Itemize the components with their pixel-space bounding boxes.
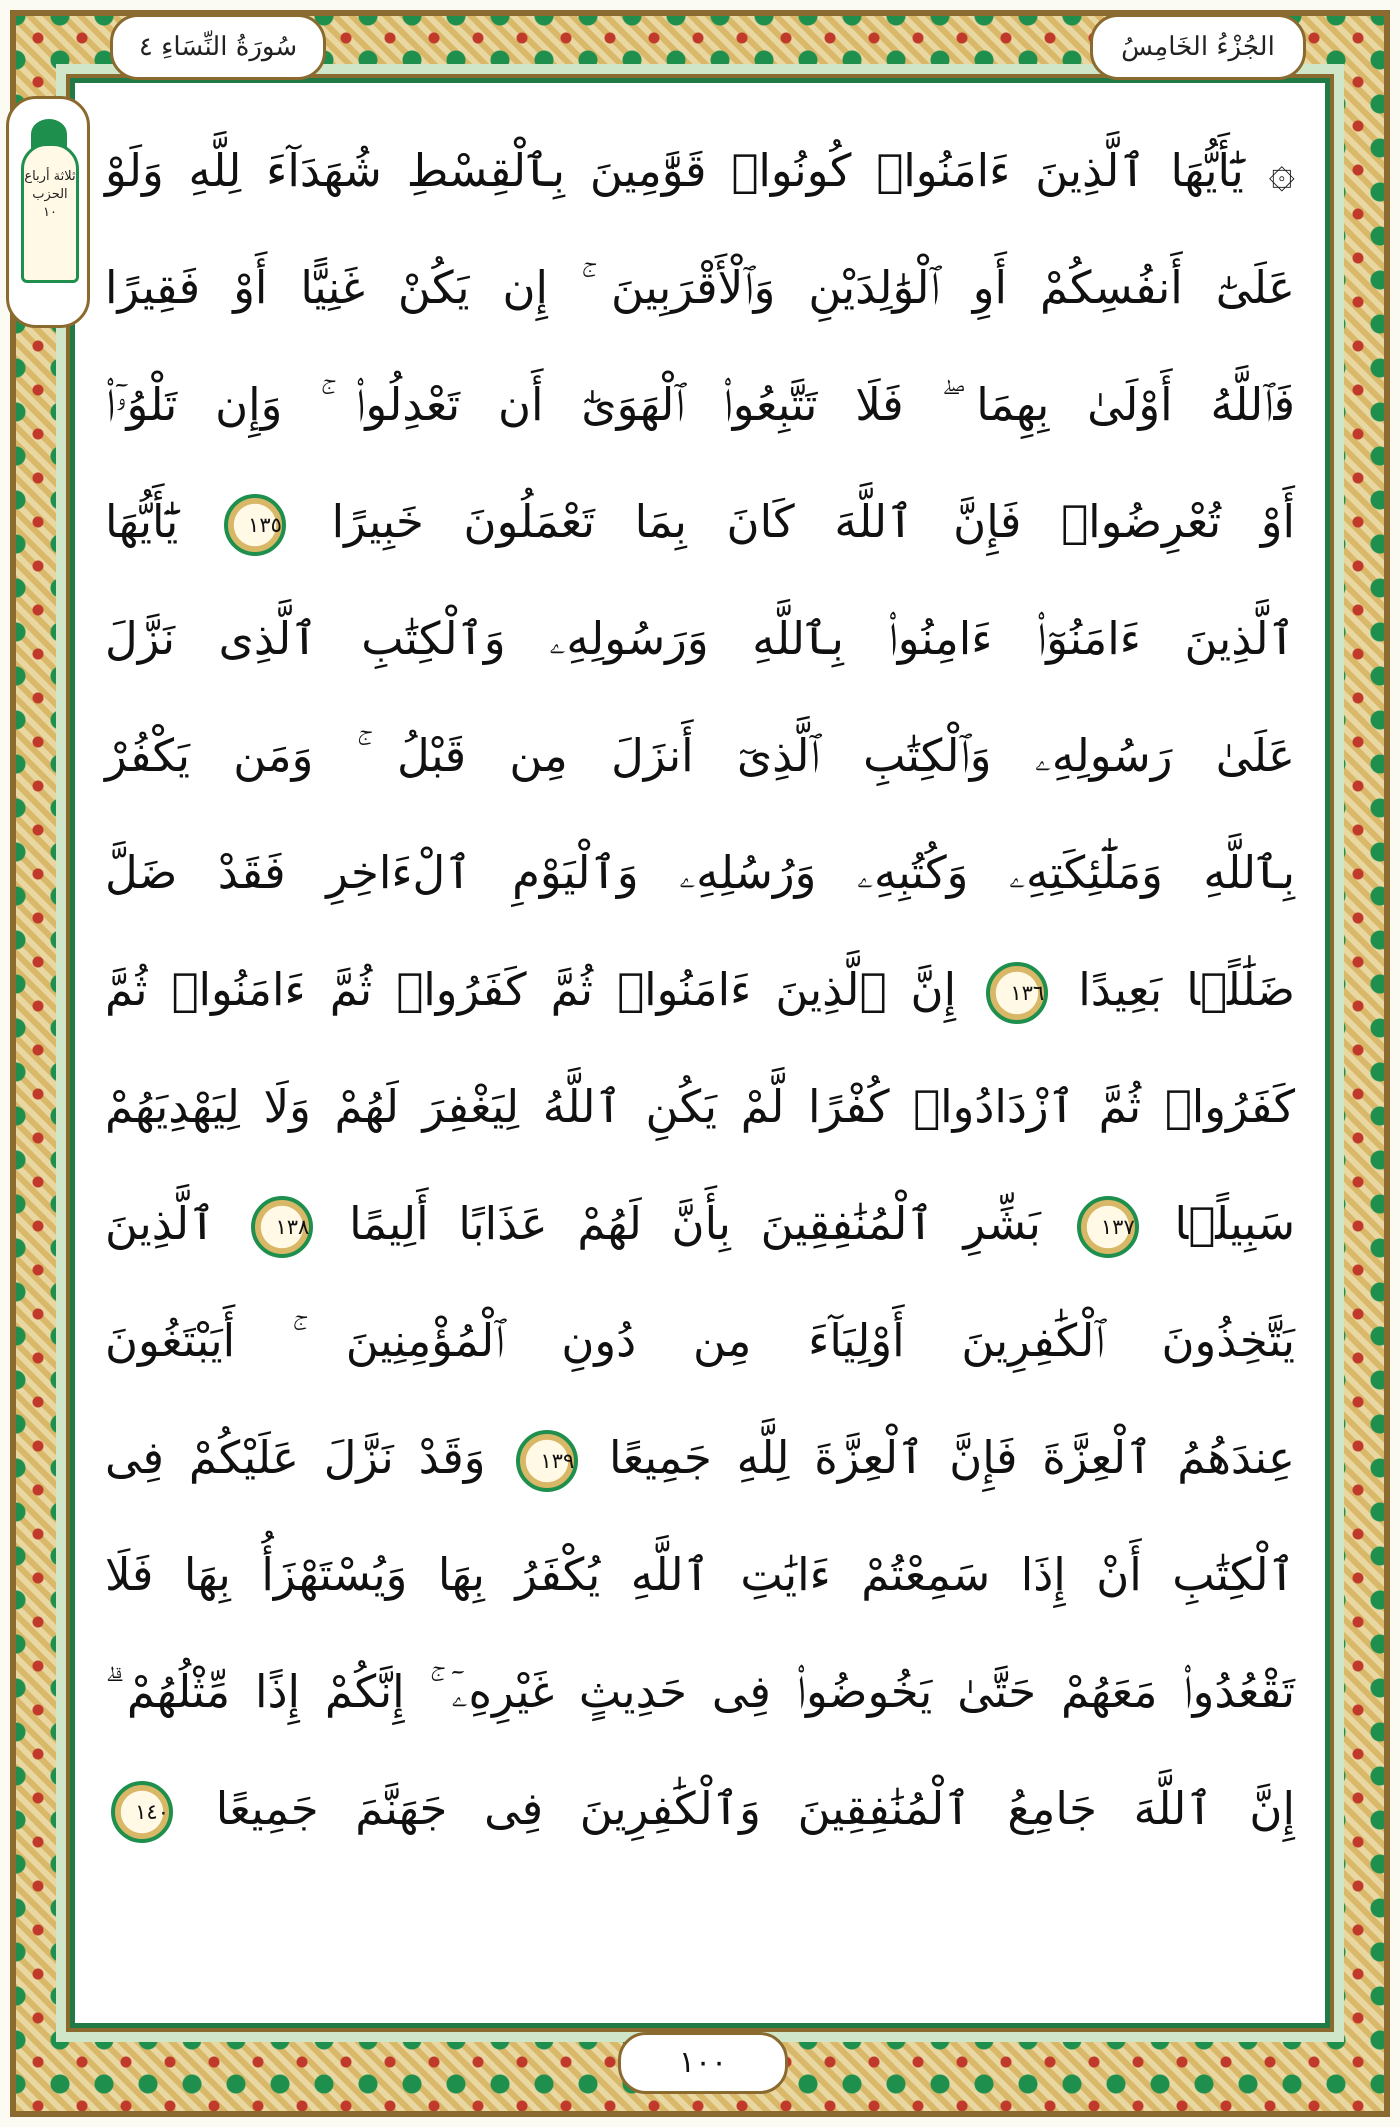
ayah-marker-137: ١٣٧ bbox=[1077, 1196, 1139, 1258]
ayah-marker-135: ١٣٥ bbox=[224, 494, 286, 556]
ayah-marker-138: ١٣٨ bbox=[251, 1196, 313, 1258]
text-line-6: عَلَىٰ رَسُولِهِۦ وَٱلْكِتَٰبِ ٱلَّذِىٓ أَنزَلَ مِن قَبْلُ ۚ وَمَن يَكْفُرْ bbox=[105, 729, 1295, 782]
text-line-12: عِندَهُمُ ٱلْعِزَّةَ فَإِنَّ ٱلْعِزَّةَ لِلَّهِ جَمِيعًا ١٣٩ وَقَدْ نَزَّلَ عَلَيْكُمْ فِى bbox=[95, 1399, 1305, 1516]
text-line-5: ٱلَّذِينَ ءَامَنُوٓا۟ ءَامِنُوا۟ بِٱللَّهِ وَرَسُولِهِۦ وَٱلْكِتَٰبِ ٱلَّذِى نَزَّلَ bbox=[105, 612, 1295, 665]
text-line-8: ضَلَٰلًۢا بَعِيدًا ١٣٦ إِنَّ ٱلَّذِينَ ءَامَنُوا۟ ثُمَّ كَفَرُوا۟ ثُمَّ ءَامَنُوا۟ ثُمَّ bbox=[95, 931, 1305, 1048]
text-line-10: سَبِيلًۢا ١٣٧ بَشِّرِ ٱلْمُنَٰفِقِينَ بِأَنَّ لَهُمْ عَذَابًا أَلِيمًا ١٣٨ ٱلَّذِينَ bbox=[95, 1165, 1305, 1282]
text-line-9: كَفَرُوا۟ ثُمَّ ٱزْدَادُوا۟ كُفْرًا لَّمْ يَكُنِ ٱللَّهُ لِيَغْفِرَ لَهُمْ وَلَا لِيَهْدِيَهُمْ bbox=[105, 1080, 1295, 1133]
text-line-11: يَتَّخِذُونَ ٱلْكَٰفِرِينَ أَوْلِيَآءَ مِن دُونِ ٱلْمُؤْمِنِينَ ۚ أَيَبْتَغُونَ bbox=[105, 1314, 1295, 1367]
text-line-15: إِنَّ ٱللَّهَ جَامِعُ ٱلْمُنَٰفِقِينَ وَٱلْكَٰفِرِينَ فِى جَهَنَّمَ جَمِيعًا ١٤٠ bbox=[95, 1750, 1305, 1867]
text-line-1: ۞ يَٰٓأَيُّهَا ٱلَّذِينَ ءَامَنُوا۟ كُونُوا۟ قَوَّٰمِينَ بِٱلْقِسْطِ شُهَدَآءَ لِلَّهِ وَلَوْ bbox=[105, 144, 1295, 197]
quran-text bbox=[95, 112, 1305, 1992]
text-line-4: أَوْ تُعْرِضُوا۟ فَإِنَّ ٱللَّهَ كَانَ بِمَا تَعْمَلُونَ خَبِيرًا ١٣٥ يَٰٓأَيُّهَا bbox=[95, 463, 1305, 580]
text-line-2: عَلَىٰٓ أَنفُسِكُمْ أَوِ ٱلْوَٰلِدَيْنِ وَٱلْأَقْرَبِينَ ۚ إِن يَكُنْ غَنِيًّا أَوْ فَقِيرًا bbox=[105, 261, 1295, 314]
surah-title: سُورَةُ النِّسَاءِ ٤ bbox=[110, 14, 326, 80]
ayah-marker-139: ١٣٩ bbox=[516, 1430, 578, 1492]
text-line-3: فَٱللَّهُ أَوْلَىٰ بِهِمَا ۖ فَلَا تَتَّبِعُوا۟ ٱلْهَوَىٰٓ أَن تَعْدِلُوا۟ ۚ وَإِن تَلْوُۥٓا۟ bbox=[105, 378, 1295, 431]
ayah-marker-136: ١٣٦ bbox=[986, 962, 1048, 1024]
text-line-7: بِٱللَّهِ وَمَلَٰٓئِكَتِهِۦ وَكُتُبِهِۦ وَرُسُلِهِۦ وَٱلْيَوْمِ ٱلْءَاخِرِ فَقَدْ ضَلَّ bbox=[105, 846, 1295, 899]
hizb-label: ثلاثة أرباع الحزب ١٠ bbox=[21, 143, 79, 283]
text-line-13: ٱلْكِتَٰبِ أَنْ إِذَا سَمِعْتُمْ ءَايَٰتِ ٱللَّهِ يُكْفَرُ بِهَا وَيُسْتَهْزَأُ بِهَا فَلَا bbox=[105, 1548, 1295, 1601]
page-number: ١٠٠ bbox=[618, 2032, 788, 2094]
text-line-14: تَقْعُدُوا۟ مَعَهُمْ حَتَّىٰ يَخُوضُوا۟ فِى حَدِيثٍ غَيْرِهِۦٓ ۚ إِنَّكُمْ إِذًا مِّثْلُهُمْ ۗ bbox=[105, 1665, 1295, 1718]
hizb-marker bbox=[6, 96, 90, 328]
juz-title: الجُزْءُ الخَامِسُ bbox=[1090, 14, 1306, 80]
ayah-marker-140: ١٤٠ bbox=[111, 1781, 173, 1843]
